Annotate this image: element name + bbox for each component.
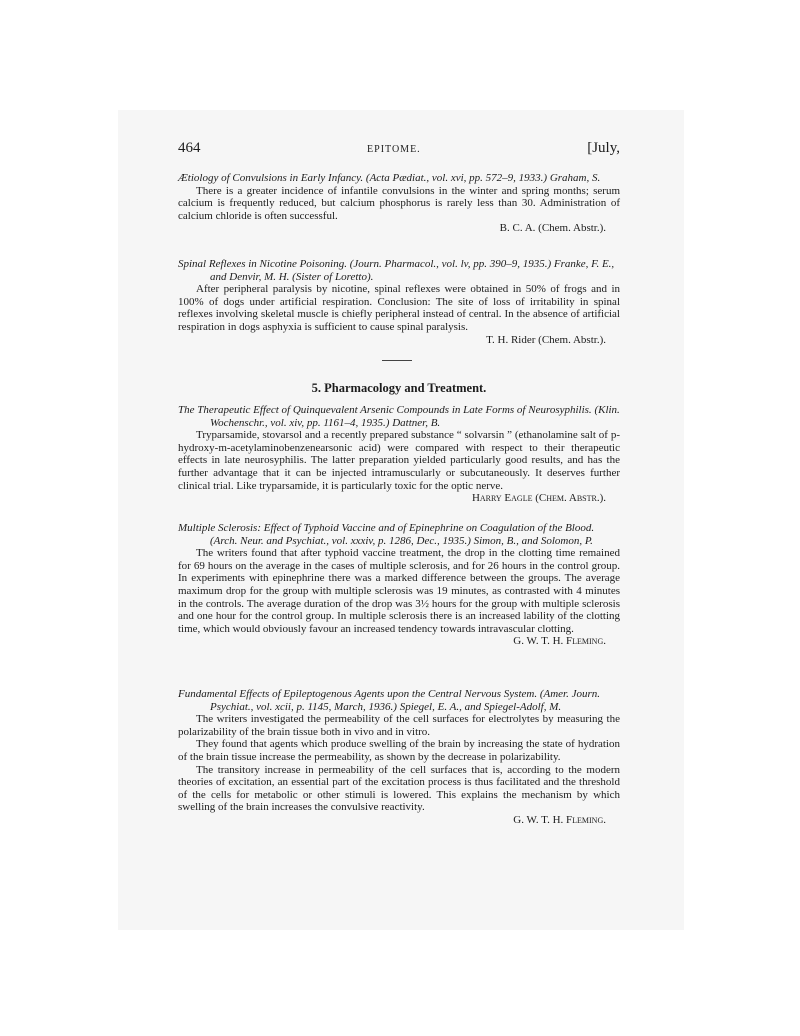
- abstract-paragraph: They found that agents which produce swelling of the brain by increasing the state of hydration of the brain tissue increase the permeability, as shown by the decrease in polarizability.: [178, 738, 620, 763]
- abstract-paragraph: The transitory increase in permeability of the cell surfaces that is, according to the modern theories of excitation, an essential part of the excitation process is thus facilitated and the threshold of the cells for metabolic or other stimuli is lowered. This explains the mechanism by which swelling of the brain increases the convulsive reactivity.: [178, 763, 620, 814]
- abstract-entry: [178, 258, 620, 346]
- citation-source: (Acta Pædiat., vol. xvi, pp. 572–9, 1933.): [365, 172, 548, 184]
- section-divider: [382, 360, 412, 361]
- abstract-signature: B. C. A. (Chem. Abstr.).: [499, 222, 606, 235]
- citation-authors: Spiegel, E. A., and Spiegel-Adolf, M.: [399, 700, 562, 713]
- citation-source: (Arch. Neur. and Psychiat., vol. xxxiv, p. 1286, Dec., 1935.): [210, 534, 471, 547]
- citation-title: Multiple Sclerosis: Effect of Typhoid Vaccine and of Epinephrine on Coagulation of the Blood.: [178, 522, 595, 534]
- page-number: 464: [178, 140, 201, 156]
- citation-authors: Graham, S.: [549, 172, 601, 184]
- running-header: [178, 140, 620, 157]
- citation-title: Spinal Reflexes in Nicotine Poisoning.: [178, 258, 347, 270]
- abstract-paragraph: The writers found that after typhoid vaccine treatment, the drop in the clotting time remained for 69 hours on the average in the cases of multiple sclerosis, and for 26 hours in the control group. In experiments with epinephrine there was a marked difference between the groups. The average maximum drop for the group with multiple sclerosis was 19 minutes, as contrasted with 4 minutes in the controls. The average duration of the drop was 3½ hours for the group with multiple sclerosis and one hour for the control group. In multiple sclerosis there is an increased lability of the clotting time, which would obviously favour an increased tendency towards intravascular clotting.: [178, 547, 620, 635]
- abstract-signature: G. W. T. H. Fleming.: [513, 813, 606, 826]
- citation-authors: Simon, B., and Solomon, P.: [473, 534, 593, 547]
- abstract-entry: [178, 688, 620, 827]
- citation-source: (Amer. Journ. Psychiat., vol. xcii, p. 1145, March, 1936.): [210, 688, 601, 713]
- citation: [178, 172, 620, 185]
- citation-title: The Therapeutic Effect of Quinquevalent Arsenic Compounds in Late Forms of Neurosyphilis.: [178, 404, 592, 416]
- citation-title: Ætiology of Convulsions in Early Infancy.: [178, 172, 364, 184]
- citation: [178, 258, 620, 283]
- citation-source: (Klin. Wochenschr., vol. xiv, pp. 1161–4, 1935.): [210, 404, 620, 429]
- citation-title: Fundamental Effects of Epileptogenous Agents upon the Central Nervous System.: [178, 688, 538, 700]
- abstract-paragraph: The writers investigated the permeability of the cell surfaces for electrolytes by measuring the polarizability of the brain tissue both in vivo and in vitro.: [178, 713, 620, 738]
- citation: [178, 522, 620, 547]
- citation-authors: Franke, F. E., and Denvir, M. H. (Sister of Loretto).: [210, 258, 615, 283]
- citation-authors: Dattner, B.: [392, 416, 441, 429]
- citation-source: (Journ. Pharmacol., vol. lv, pp. 390–9, 1935.): [349, 258, 552, 270]
- abstract-entry: [178, 404, 620, 505]
- citation: [178, 688, 620, 713]
- running-title: EPITOME.: [367, 144, 421, 155]
- citation: [178, 404, 620, 429]
- abstract-signature: T. H. Rider (Chem. Abstr.).: [486, 333, 606, 346]
- abstract-entry: [178, 522, 620, 648]
- abstract-signature: Harry Eagle (Chem. Abstr.).: [471, 492, 606, 505]
- abstract-paragraph: Tryparsamide, stovarsol and a recently prepared substance “ solvarsin ” (ethanolamine salt of p-hydroxy-m-acetylaminobenzenearsonic acid) were compared with respect to their therapeutic effects in late neurosyphilis. The latter preparation yielded particularly good results, and has the further advantage that it can be injected intramuscularly or subcutaneously. It deserves further clinical trial. Like tryparsamide, it is particularly toxic for the optic nerve.: [178, 429, 620, 492]
- section-title: 5. Pharmacology and Treatment.: [311, 381, 487, 395]
- abstract-paragraph: After peripheral paralysis by nicotine, spinal reflexes were obtained in 50% of frogs and in 100% of dogs under artificial respiration. Conclusion: The site of loss of irritability in spinal reflexes involving skeletal muscle is chiefly peripheral instead of central. In the absence of artificial respiration in dogs asphyxia is sufficient to cause spinal paralysis.: [178, 283, 620, 333]
- running-date: [July,: [587, 140, 620, 156]
- abstract-paragraph: There is a greater incidence of infantile convulsions in the winter and spring months; serum calcium is frequently reduced, but calcium phosphorus is rarely less than 30. Administration of calcium chloride is often successful.: [178, 184, 620, 222]
- abstract-signature: G. W. T. H. Fleming.: [513, 635, 606, 648]
- abstract-entry: [178, 172, 620, 235]
